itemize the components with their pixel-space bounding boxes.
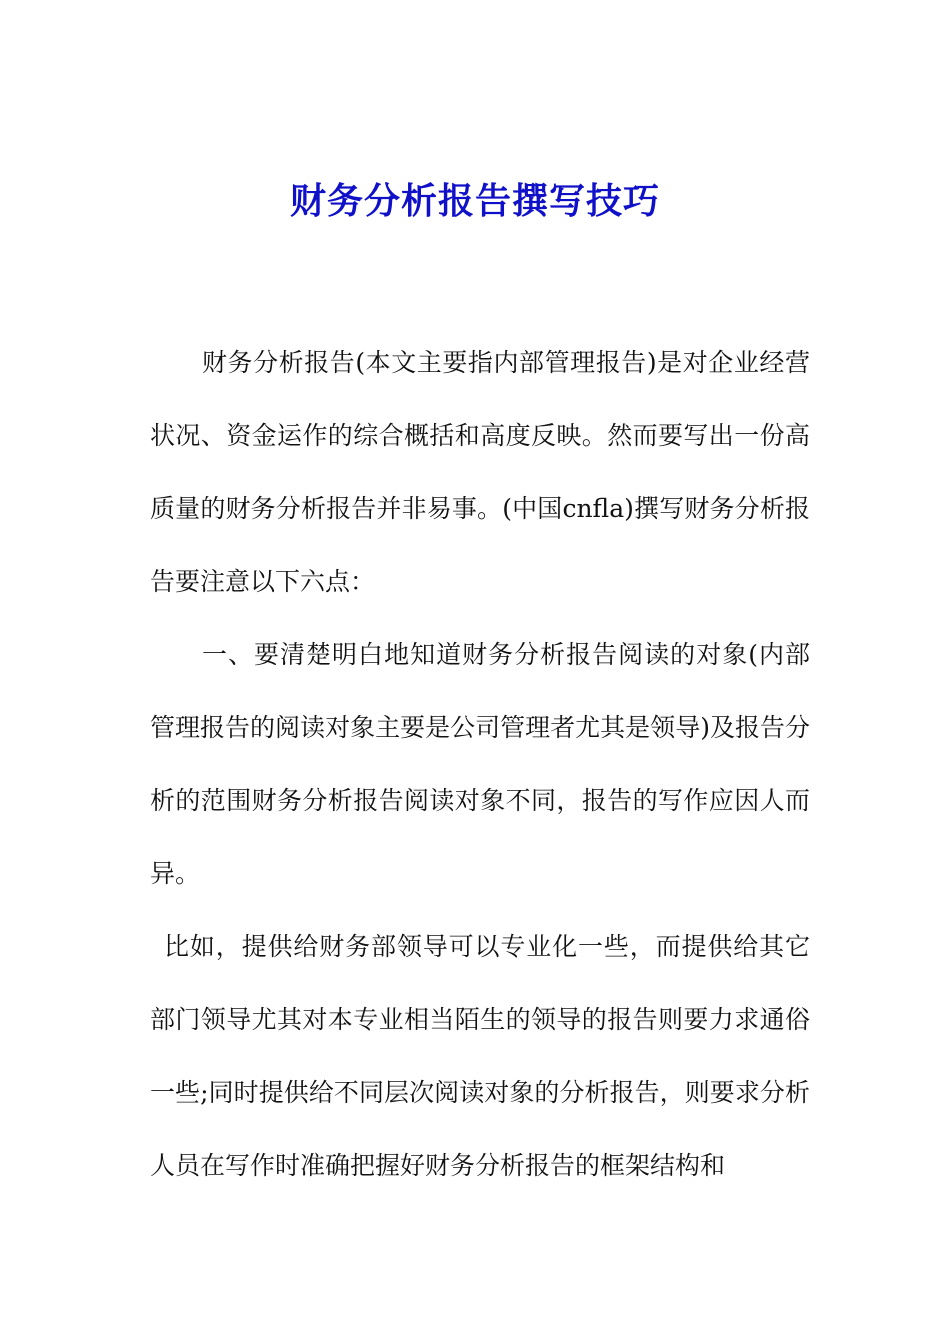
document-title: 财务分析报告撰写技巧 — [289, 181, 660, 222]
paragraph-example: 比如，提供给财务部领导可以专业化一些，而提供给其它部门领导尤其对本专业相当陌生的领导的报告则要力求通俗一些;同时提供给不同层次阅读对象的分析报告，则要求分析人员在写作时准确把握好财务分析报告的框架结构和 — [150, 932, 810, 1180]
paragraph-point-one: 一、要清楚明白地知道财务分析报告阅读的对象(内部管理报告的阅读对象主要是公司管理者尤其是领导)及报告分析的范围财务分析报告阅读对象不同，报告的写作应因人而异。 — [150, 640, 810, 888]
document-body — [150, 326, 810, 1202]
paragraph-intro: 财务分析报告(本文主要指内部管理报告)是对企业经营状况、资金运作的综合概括和高度反映。然而要写出一份高质量的财务分析报告并非易事。(中国cnfla)撰写财务分析报告要注意以下六点： — [150, 348, 810, 596]
